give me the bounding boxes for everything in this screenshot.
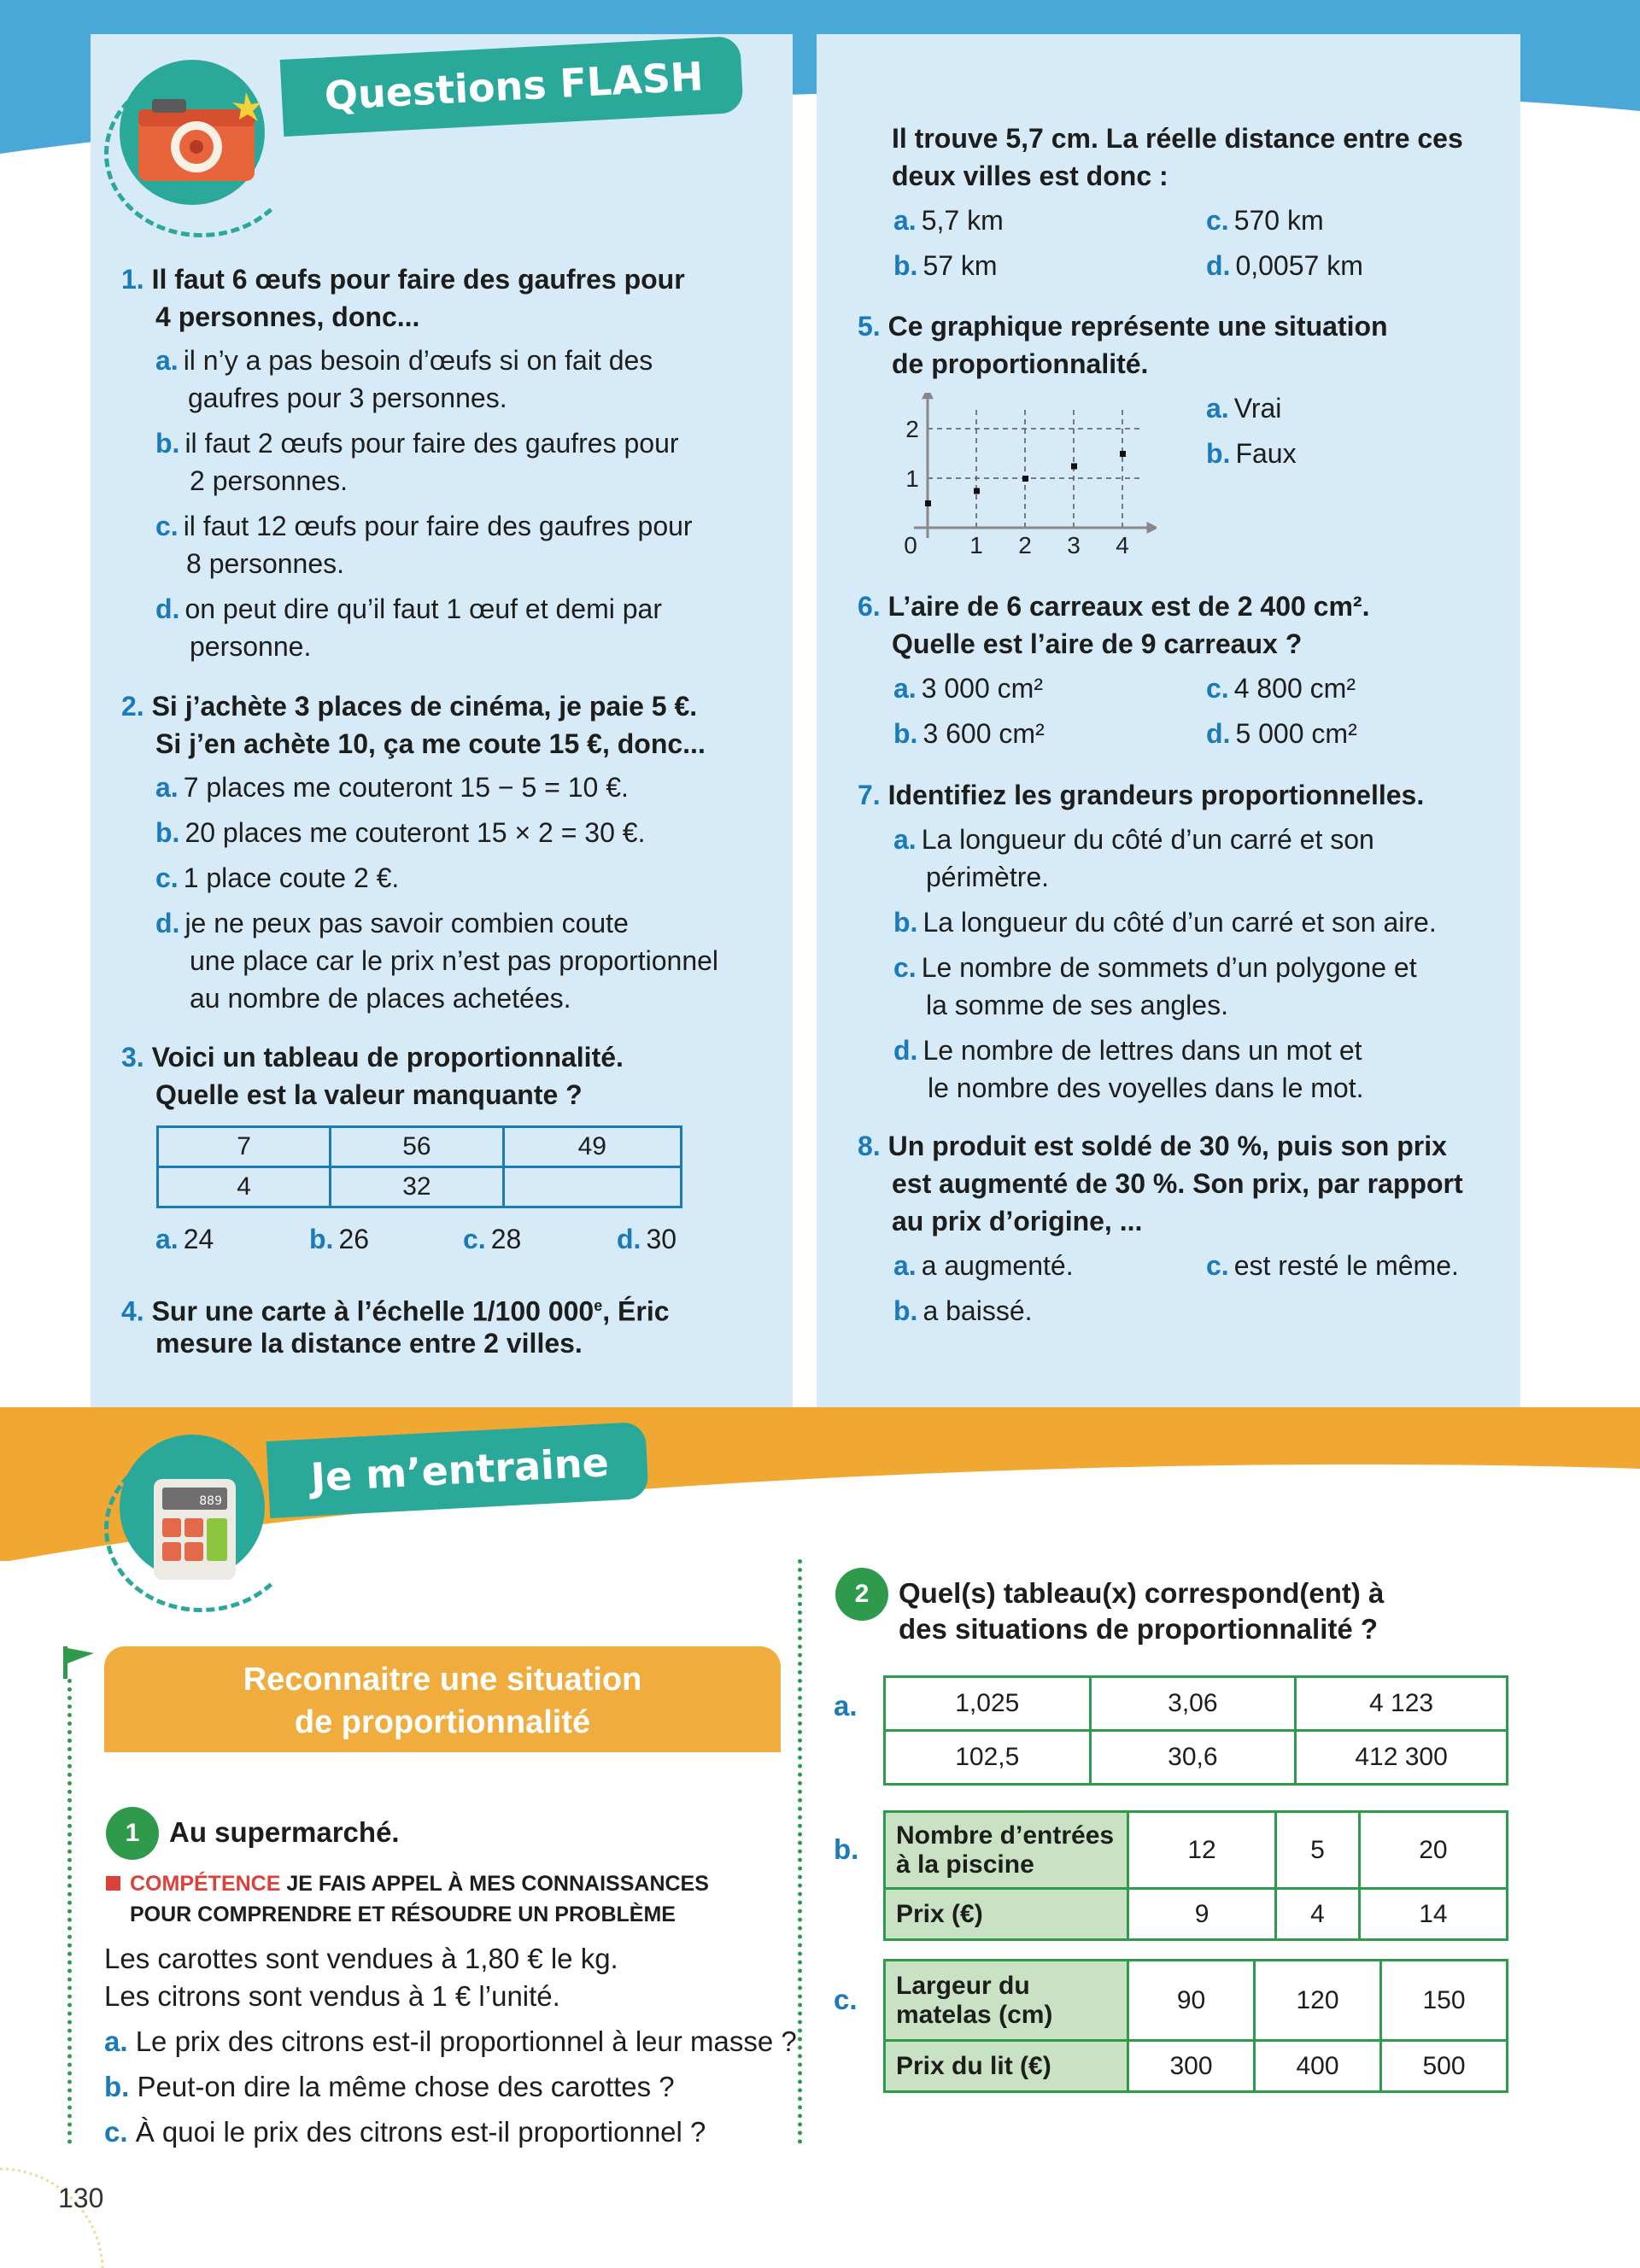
table-cell: 4 123 bbox=[1296, 1677, 1508, 1731]
calculator-icon bbox=[152, 1474, 237, 1585]
q8-prompt: 8. Un produit est soldé de 30 %, puis son prix bbox=[858, 1131, 1447, 1161]
q1-option-c: c. il faut 12 œufs pour faire des gaufres pour bbox=[155, 511, 693, 541]
x-tick-label: 0 bbox=[904, 532, 917, 558]
table-row bbox=[885, 1677, 1508, 1731]
y-tick-label: 1 bbox=[905, 465, 919, 492]
q2-option-a: a. 7 places me couteront 15 − 5 = 10 €. bbox=[155, 772, 629, 803]
flash-title: Questions FLASH bbox=[280, 36, 744, 137]
table-row bbox=[885, 1812, 1508, 1889]
q1-option-d-cont: personne. bbox=[190, 631, 312, 662]
table-cell: 49 bbox=[503, 1127, 681, 1167]
q6-prompt: 6. L’aire de 6 carreaux est de 2 400 cm². bbox=[858, 591, 1370, 622]
table-cell: 150 bbox=[1381, 1961, 1508, 2041]
table-cell: 4 bbox=[1276, 1889, 1360, 1940]
q5-prompt: 5. Ce graphique représente une situation bbox=[858, 311, 1388, 342]
table-c bbox=[883, 1959, 1508, 2093]
data-point bbox=[1022, 476, 1028, 482]
table-cell-missing bbox=[503, 1167, 681, 1207]
q3-option-d: d. 30 bbox=[617, 1224, 677, 1254]
table-cell: 102,5 bbox=[885, 1731, 1091, 1785]
q5-option-a: a. Vrai bbox=[1206, 393, 1282, 424]
competence-line-1: COMPÉTENCE JE FAIS APPEL À MES CONNAISSANCES bbox=[130, 1872, 709, 1896]
q6-option-d: d. 5 000 cm² bbox=[1206, 718, 1357, 749]
table-cell: 1,025 bbox=[885, 1677, 1091, 1731]
table-row bbox=[885, 1889, 1508, 1940]
q2-option-d-cont2: au nombre de places achetées. bbox=[190, 983, 571, 1014]
q2-text2: Si j’en achète 10, ça me coute 15 €, donc... bbox=[155, 728, 706, 759]
q2-prompt: 2. Si j’achète 3 places de cinéma, je paie 5 €. bbox=[121, 691, 698, 722]
exercise-2-number: 2 bbox=[835, 1568, 888, 1621]
table-b bbox=[883, 1810, 1508, 1941]
q8-option-c: c. est resté le même. bbox=[1206, 1250, 1459, 1281]
table-cell: 14 bbox=[1359, 1889, 1507, 1940]
entraine-title: Je m’entraine bbox=[266, 1422, 649, 1518]
table-row bbox=[885, 2041, 1508, 2092]
exercise-1-title: Au supermarché. bbox=[169, 1816, 400, 1848]
y-axis-arrow bbox=[922, 393, 934, 399]
exercise-1-number: 1 bbox=[106, 1807, 159, 1860]
exercise-1-line-2: Les citrons sont vendus à 1 € l’unité. bbox=[104, 1980, 560, 2012]
table-cell: 56 bbox=[331, 1127, 503, 1167]
q6-option-c: c. 4 800 cm² bbox=[1206, 673, 1356, 704]
q4-option-d: d. 0,0057 km bbox=[1206, 250, 1363, 281]
table-cell: 12 bbox=[1128, 1812, 1276, 1889]
table-cell: 5 bbox=[1276, 1812, 1360, 1889]
q4-text2: mesure la distance entre 2 villes. bbox=[155, 1328, 583, 1359]
q7-option-d: d. Le nombre de lettres dans un mot et bbox=[893, 1035, 1362, 1066]
q3-option-a: a. 24 bbox=[155, 1224, 214, 1254]
table-cell: 90 bbox=[1128, 1961, 1255, 2041]
camera-icon bbox=[133, 91, 261, 184]
q5-option-b: b. Faux bbox=[1206, 438, 1297, 469]
q4-option-c: c. 570 km bbox=[1206, 205, 1324, 236]
table-row bbox=[885, 1731, 1508, 1785]
table-row bbox=[158, 1167, 682, 1207]
table-cell: 7 bbox=[158, 1127, 331, 1167]
left-dotted-border bbox=[67, 1679, 72, 2144]
table-header-cell: Nombre d’entrées à la piscine bbox=[885, 1812, 1128, 1889]
y-tick-label: 2 bbox=[905, 416, 919, 442]
table-cell: 9 bbox=[1128, 1889, 1276, 1940]
q8-option-b: b. a baissé. bbox=[893, 1295, 1033, 1326]
exercise-1-question-c: c. À quoi le prix des citrons est-il proportionnel ? bbox=[104, 2116, 706, 2148]
q4-prompt: 4. Sur une carte à l’échelle 1/100 000e, Éric bbox=[121, 1295, 670, 1327]
exercise-1-line-1: Les carottes sont vendues à 1,80 € le kg. bbox=[104, 1943, 618, 1974]
q1-option-a-cont: gaufres pour 3 personnes. bbox=[188, 383, 507, 413]
table-cell: 30,6 bbox=[1090, 1731, 1296, 1785]
competence-line-2: POUR COMPRENDRE ET RÉSOUDRE UN PROBLÈME bbox=[130, 1903, 676, 1926]
page-number: 130 bbox=[58, 2183, 104, 2213]
section-title: Reconnaitre une situation de proportionnalité bbox=[104, 1646, 781, 1752]
q4-option-a: a. 5,7 km bbox=[893, 205, 1004, 236]
table-cell: 412 300 bbox=[1296, 1731, 1508, 1785]
q1-number: 1. bbox=[121, 264, 144, 295]
q1-prompt bbox=[121, 260, 685, 298]
q8-text3: au prix d’origine, ... bbox=[892, 1206, 1143, 1236]
table-cell: 3,06 bbox=[1090, 1677, 1296, 1731]
table-cell: 500 bbox=[1381, 2041, 1508, 2092]
q1-option-d: d. on peut dire qu’il faut 1 œuf et demi par bbox=[155, 593, 662, 624]
flag-icon bbox=[62, 1645, 99, 1679]
x-axis-arrow bbox=[1147, 522, 1157, 534]
q2-option-d: d. je ne peux pas savoir combien coute bbox=[155, 908, 629, 938]
data-point bbox=[925, 500, 931, 506]
q7-option-a-cont: périmètre. bbox=[926, 862, 1050, 892]
competence-square bbox=[106, 1876, 120, 1891]
q7-prompt: 7. Identifiez les grandeurs proportionnelles. bbox=[858, 780, 1425, 810]
q1-option-a: a. il n’y a pas besoin d’œufs si on fait des bbox=[155, 345, 653, 376]
q8-text2: est augmenté de 30 %. Son prix, par rapport bbox=[892, 1168, 1463, 1199]
q7-option-b: b. La longueur du côté d’un carré et son aire. bbox=[893, 907, 1437, 938]
x-tick-label: 2 bbox=[1018, 532, 1032, 558]
q2-option-c: c. 1 place coute 2 €. bbox=[155, 862, 400, 893]
calculator-display: 889 bbox=[199, 1494, 222, 1508]
table-b-label: b. bbox=[834, 1833, 859, 1865]
q3-option-b: b. 26 bbox=[309, 1224, 370, 1254]
table-cell: 4 bbox=[158, 1167, 331, 1207]
q1-text: Il faut 6 œufs pour faire des gaufres pour bbox=[151, 264, 685, 295]
exercise-1-question-a: a. Le prix des citrons est-il proportionnel à leur masse ? bbox=[104, 2025, 797, 2057]
q7-option-a: a. La longueur du côté d’un carré et son bbox=[893, 824, 1374, 855]
q3-option-c: c. 28 bbox=[463, 1224, 522, 1254]
table-a bbox=[883, 1675, 1508, 1786]
table-cell: 300 bbox=[1128, 2041, 1255, 2092]
table-cell: 120 bbox=[1255, 1961, 1381, 2041]
table-cell: 400 bbox=[1255, 2041, 1381, 2092]
data-point bbox=[1071, 464, 1077, 470]
table-header-cell: Prix du lit (€) bbox=[885, 2041, 1128, 2092]
q3-proportion-table bbox=[156, 1125, 682, 1208]
exercise-2-title-1: Quel(s) tableau(x) correspond(ent) à bbox=[899, 1577, 1385, 1609]
table-cell: 32 bbox=[331, 1167, 503, 1207]
data-point bbox=[974, 488, 980, 494]
q2-option-d-cont: une place car le prix n’est pas proportionnel bbox=[190, 945, 719, 976]
table-header-cell: Largeur du matelas (cm) bbox=[885, 1961, 1128, 2041]
q2-option-b: b. 20 places me couteront 15 × 2 = 30 €. bbox=[155, 817, 646, 848]
q6-text2: Quelle est l’aire de 9 carreaux ? bbox=[892, 628, 1303, 659]
q1-option-b: b. il faut 2 œufs pour faire des gaufres pour bbox=[155, 428, 679, 459]
data-point bbox=[1120, 451, 1126, 457]
q7-option-c: c. Le nombre de sommets d’un polygone et bbox=[893, 952, 1417, 983]
table-cell: 20 bbox=[1359, 1812, 1507, 1889]
table-row bbox=[885, 1961, 1508, 2041]
q4-text3: Il trouve 5,7 cm. La réelle distance entre ces bbox=[892, 123, 1463, 154]
x-tick-label: 3 bbox=[1067, 532, 1081, 558]
q7-option-d-cont: le nombre des voyelles dans le mot. bbox=[928, 1073, 1364, 1103]
table-a-label: a. bbox=[834, 1690, 858, 1721]
q6-option-b: b. 3 600 cm² bbox=[893, 718, 1045, 749]
q1-text2: 4 personnes, donc... bbox=[155, 301, 420, 332]
q5-text2: de proportionnalité. bbox=[892, 348, 1149, 379]
q4-text4: deux villes est donc : bbox=[892, 161, 1168, 191]
x-tick-label: 4 bbox=[1116, 532, 1129, 558]
q1-option-b-cont: 2 personnes. bbox=[190, 465, 348, 496]
q1-option-c-cont: 8 personnes. bbox=[186, 548, 345, 579]
column-dotted-divider bbox=[798, 1559, 802, 2144]
table-row bbox=[158, 1127, 682, 1167]
q6-option-a: a. 3 000 cm² bbox=[893, 673, 1043, 704]
q4-option-b: b. 57 km bbox=[893, 250, 998, 281]
q7-option-c-cont: la somme de ses angles. bbox=[926, 990, 1228, 1020]
x-tick-label: 1 bbox=[969, 532, 983, 558]
q3-text2: Quelle est la valeur manquante ? bbox=[155, 1079, 583, 1110]
q8-option-a: a. a augmenté. bbox=[893, 1250, 1074, 1281]
exercise-1-question-b: b. Peut-on dire la même chose des carottes ? bbox=[104, 2071, 675, 2102]
q5-scatter-chart bbox=[892, 393, 1157, 564]
q3-prompt: 3. Voici un tableau de proportionnalité. bbox=[121, 1042, 624, 1073]
exercise-2-title-2: des situations de proportionnalité ? bbox=[899, 1613, 1379, 1645]
table-header-cell: Prix (€) bbox=[885, 1889, 1128, 1940]
table-c-label: c. bbox=[834, 1984, 858, 2015]
